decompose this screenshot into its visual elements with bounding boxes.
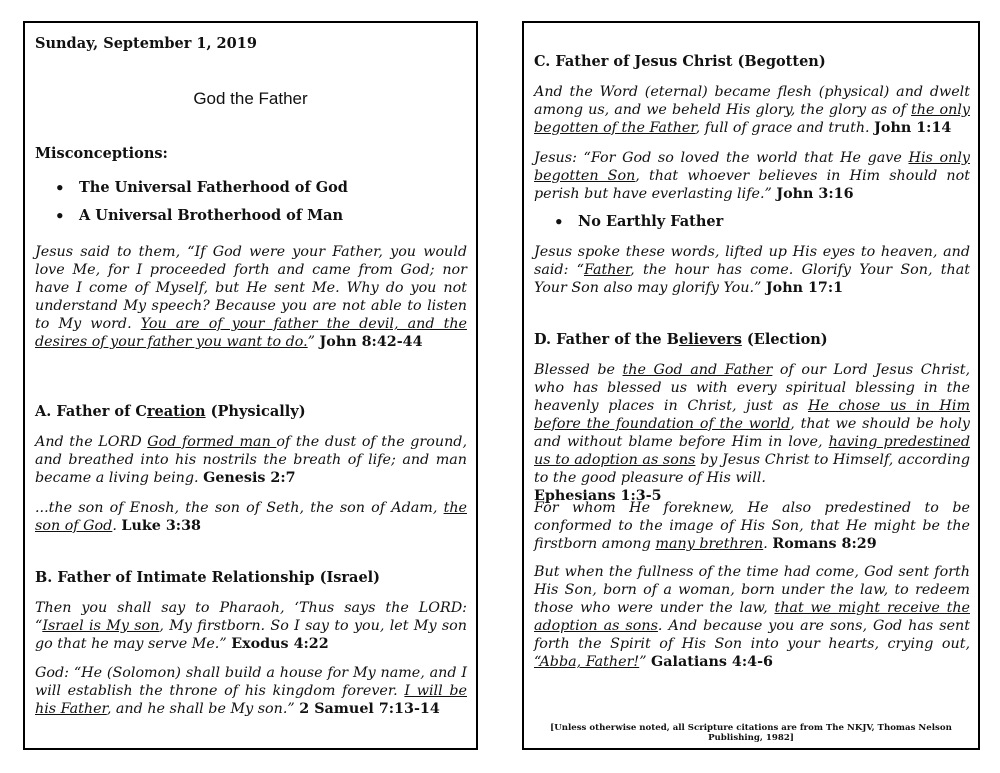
scripture-2-samuel-7: God: “He (Solomon) shall build a house for My name, and I will establish the throne of his kingdom forever. I will be his Father, and he shall be My son.” 2 Samuel 7:13-14 [35, 665, 467, 717]
scripture-luke-3: ...the son of Enosh, the son of Seth, the son of Adam, the son of God. Luke 3:38 [35, 500, 467, 534]
scripture-genesis-2: And the LORD God formed man of the dust of the ground, and breathed into his nostrils the breath of life; and man became a living being. Genesis 2:7 [35, 434, 467, 486]
section-c-heading: C. Father of Jesus Christ (Begotten) [534, 53, 826, 70]
right-page [522, 21, 980, 750]
misconceptions-list [35, 179, 465, 235]
section-c-bullets [534, 213, 964, 241]
scripture-john-17: Jesus spoke these words, lifted up His eyes to heaven, and said: “Father, the hour has come. Glorify Your Son, that Your Son also may glorify You.” John 17:1 [534, 244, 971, 296]
list-item: • The Universal Fatherhood of God [35, 179, 465, 207]
scripture-galatians-4: But when the fullness of the time had come, God sent forth His Son, born of a woman, born under the law, to redeem those who were under the law, that we might receive the adoption as sons. And because you are sons, God has sent forth the Spirit of His Son into your hearts, crying out, “Abba, Father!” Galatians 4:4-6 [534, 564, 971, 670]
scripture-romans-8: For whom He foreknew, He also predestined to be conformed to the image of His Son, that He might be the firstborn among many brethren. Romans 8:29 [534, 500, 970, 552]
scripture-john-1: And the Word (eternal) became flesh (physical) and dwelt among us, and we beheld His glory, the glory as of the only begotten of the Father, full of grace and truth. John 1:14 [534, 84, 970, 136]
scripture-ephesians-1: Blessed be the God and Father of our Lord Jesus Christ, who has blessed us with every spiritual blessing in the heavenly places in Christ, just as He chose us in Him before the foundation of the world, that we should be holy and without blame before Him in love, having predestined us to adoption as sons by Jesus Christ to Himself, according to the good pleasure of His will. Ephesians 1:3-5 [534, 362, 971, 504]
section-d-heading: D. Father of the Believers (Election) [534, 331, 828, 348]
section-b-heading: B. Father of Intimate Relationship (Israel) [35, 569, 381, 586]
list-item: • A Universal Brotherhood of Man [35, 207, 465, 235]
date-line: Sunday, September 1, 2019 [35, 35, 257, 52]
scripture-john-8: Jesus said to them, “If God were your Father, you would love Me, for I proceeded forth and came from God; nor have I come of Myself, but He sent Me. Why do you not understand My speech? Because you are not able to listen to My word. You are of your father the devil, and the desires of your father you want to do.” John 8:42-44 [35, 244, 467, 350]
page-title: God the Father [193, 89, 308, 108]
section-a-heading: A. Father of Creation (Physically) [35, 403, 306, 420]
scripture-john-3: Jesus: “For God so loved the world that He gave His only begotten Son, that whoever believes in Him should not perish but have everlasting life.” John 3:16 [534, 150, 970, 202]
left-page [23, 21, 478, 750]
scripture-exodus-4: Then you shall say to Pharaoh, ‘Thus says the LORD: “Israel is My son, My firstborn. So I say to you, let My son go that he may serve Me.” Exodus 4:22 [35, 600, 467, 652]
misconceptions-heading: Misconceptions: [35, 145, 168, 162]
list-item: • No Earthly Father [534, 213, 964, 241]
citation-footnote: [Unless otherwise noted, all Scripture citations are from The NKJV, Thomas Nelson Publishing, 1982] [550, 723, 952, 743]
